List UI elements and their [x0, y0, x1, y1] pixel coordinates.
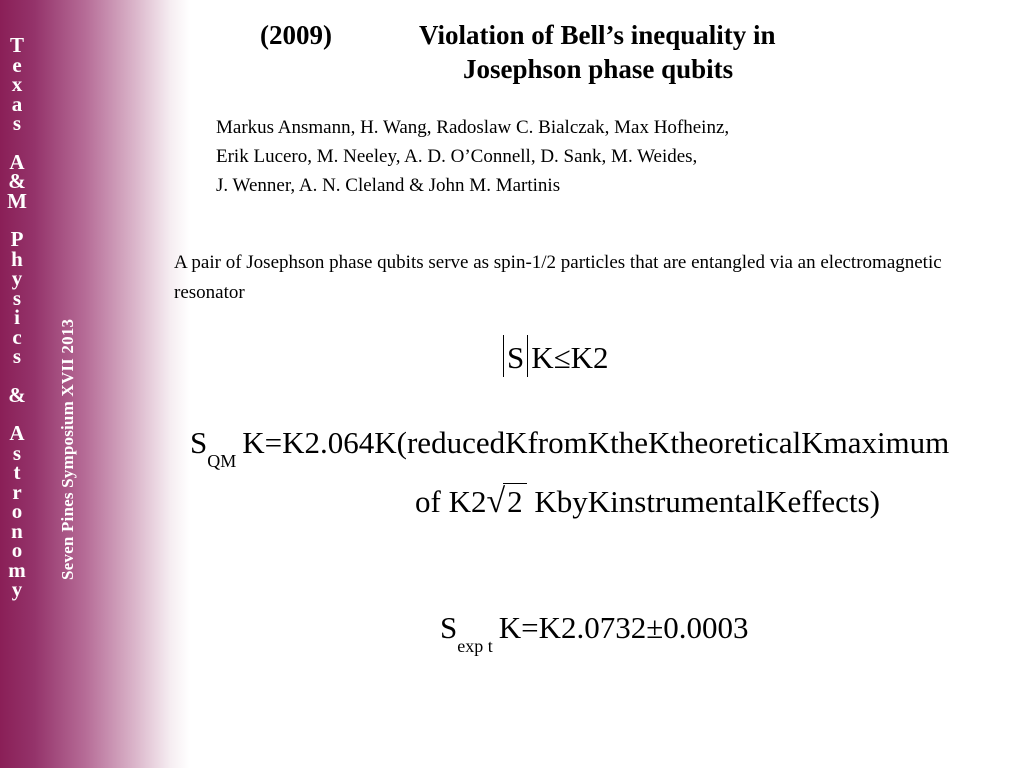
description-text: A pair of Josephson phase qubits serve as spin-1/2 particles that are entangled via an electromagnetic resonator — [174, 252, 942, 303]
bell-inequality-equation — [500, 335, 609, 377]
title-line-2: Josephson phase qubits — [463, 54, 734, 84]
sidebar-letter: s — [12, 111, 22, 135]
sidebar-letter: & — [8, 169, 26, 193]
experimental-result-equation — [440, 610, 749, 657]
authors-line-1: Markus Ansmann, H. Wang, Radoslaw C. Bialczak, Max Hofheinz, — [216, 117, 730, 138]
eq1-relation: K≤K — [531, 340, 594, 375]
quantum-prediction-equation — [190, 425, 949, 472]
sidebar-letter: s — [12, 285, 22, 310]
title-line-1: Violation of Bell’s inequality in — [419, 20, 776, 50]
eq2-line2-pre: of K2 — [415, 484, 487, 519]
eq3-rest: K=K2.0732±0.0003 — [498, 610, 749, 645]
quantum-prediction-equation-line2 — [415, 483, 880, 521]
eq2-subscript: QM — [207, 451, 237, 471]
sidebar-letter: a — [11, 91, 23, 116]
sqrt-symbol: √ — [486, 483, 506, 520]
eq1-value: 2 — [593, 340, 609, 375]
sidebar-letter: P — [10, 227, 24, 251]
sidebar-letter: M — [7, 188, 27, 213]
eq3-s: S — [440, 610, 458, 645]
sidebar-letter: s — [12, 344, 22, 368]
sidebar-letter: y — [11, 266, 23, 290]
sidebar — [0, 0, 190, 768]
sidebar-rotated-text: Seven Pines Symposium XVII 2013 — [58, 318, 77, 580]
sidebar-letter: y — [11, 577, 23, 601]
eq1-s: S — [507, 340, 525, 375]
eq3-subscript: exp t — [457, 636, 493, 656]
sidebar-letter: & — [8, 382, 26, 407]
sidebar-letter: c — [12, 324, 22, 349]
sidebar-letter: o — [11, 538, 23, 562]
title-year: (2009) — [260, 20, 332, 50]
sidebar-vertical-text — [0, 33, 34, 601]
sidebar-letter: A — [9, 421, 25, 445]
sidebar-letter: s — [12, 440, 22, 465]
sidebar-letter: h — [11, 246, 23, 271]
sidebar-letter: T — [9, 33, 24, 57]
eq2-s: S — [190, 425, 208, 460]
sidebar-letter: t — [13, 460, 21, 484]
authors-list — [216, 113, 729, 200]
sidebar-letter: i — [14, 305, 20, 329]
sidebar-letter: o — [11, 499, 23, 523]
sqrt-argument: 2 — [503, 483, 527, 520]
eq2-line2-post: KbyKinstrumentalKeffects) — [526, 484, 880, 519]
sidebar-letter: r — [12, 479, 22, 504]
authors-line-3: J. Wenner, A. N. Cleland & John M. Martinis — [216, 175, 561, 196]
sidebar-letter: e — [12, 52, 22, 77]
sidebar-letter: x — [11, 72, 23, 96]
eq2-rest: K=K2.064K(reducedKfromKtheKtheoreticalKmaximum — [242, 425, 950, 460]
authors-line-2: Erik Lucero, M. Neeley, A. D. O’Connell, D. Sank, M. Weides, — [216, 146, 698, 167]
sidebar-letter: n — [11, 518, 23, 543]
sidebar-letter: A — [9, 149, 25, 174]
sidebar-letter: m — [8, 557, 26, 582]
